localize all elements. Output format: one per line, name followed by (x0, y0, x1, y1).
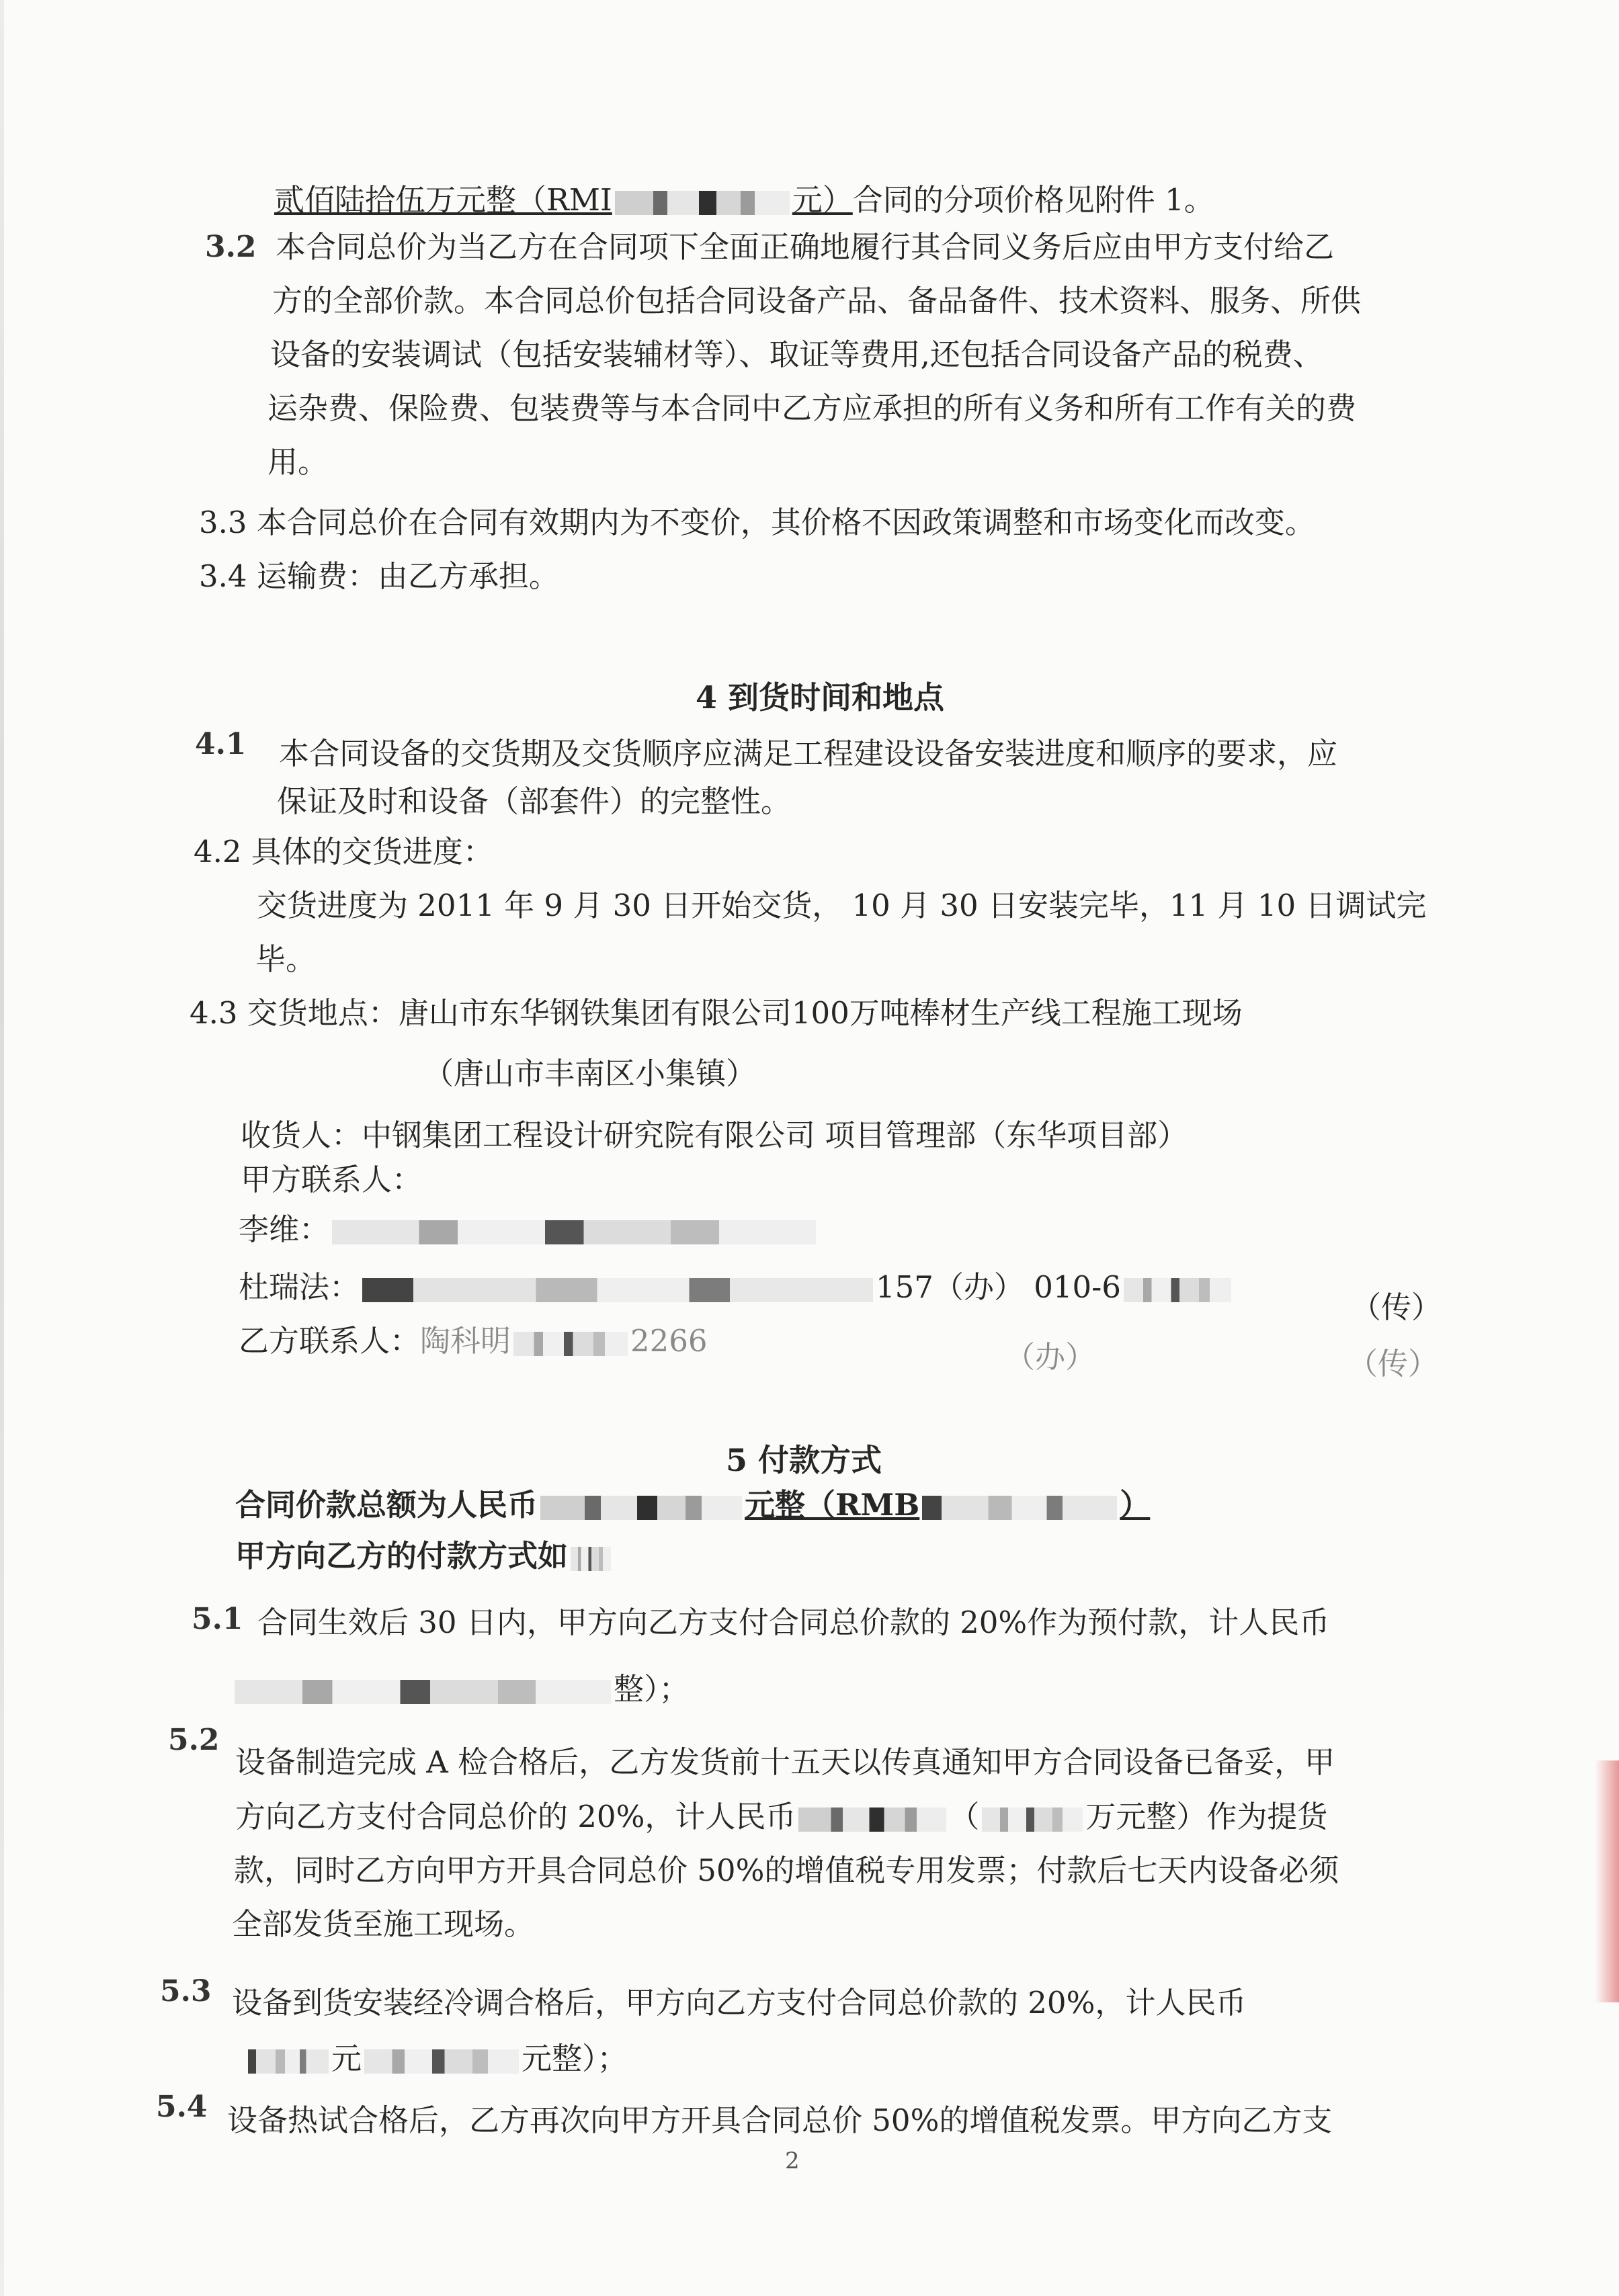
contact-li-wei-name: 李维： (239, 1211, 330, 1247)
party-b-contact-label: 乙方联系人： (239, 1323, 421, 1359)
clause-4-2-line-2: 毕。 (255, 941, 317, 977)
clause-5-2-line-1: 设备制造完成 A 检合格后，乙方发货前十五天以传真通知甲方合同设备已备妥，甲 (235, 1744, 1335, 1780)
clause-4-1-line-2: 保证及时和设备（部套件）的完整性。 (277, 783, 792, 819)
clause-4-2: 4.2 具体的交货进度： (194, 834, 493, 869)
clause-4-1-line-1: 本合同设备的交货期及交货顺序应满足工程建设设备安装进度和顺序的要求，应 (279, 736, 1338, 771)
contract-total-line (235, 1485, 1150, 1525)
fax-label-2: （传） (1347, 1346, 1439, 1381)
payment-method-line (235, 1536, 614, 1576)
redacted-phone (362, 1278, 873, 1302)
clause-5-3-unit: 元 (331, 2041, 362, 2076)
section-5-heading: 5 付款方式 (726, 1442, 882, 1478)
contact-du-ruifa-numbers: 157（办） 010-6 (876, 1269, 1121, 1305)
scan-edge (0, 0, 4, 2296)
clause-3-2-line-1: 本合同总价为当乙方在合同项下全面正确地履行其合同义务后应由甲方支付给乙 (276, 229, 1335, 265)
contract-total-close: ） (1120, 1487, 1151, 1523)
clause-3-2-line-5: 用。 (267, 444, 329, 480)
contract-total-unit: 元整（RMB (745, 1487, 920, 1523)
clause-5-1-number: 5.1 (192, 1602, 243, 1636)
contact-li-wei (239, 1209, 819, 1250)
total-price-words: 贰佰陆拾伍万元整（RMI (274, 182, 612, 218)
clause-5-1-line-2-text: 整）； (614, 1671, 690, 1707)
redacted-amount (248, 2049, 329, 2074)
annex-reference: 合同的分项价格见附件 1。 (852, 182, 1214, 218)
redacted-text (571, 1547, 611, 1571)
total-price-unit: 元） (792, 182, 853, 218)
clause-5-4-number: 5.4 (156, 2090, 208, 2124)
party-b-contact (239, 1321, 708, 1361)
contact-du-ruifa-name: 杜瑞法： (239, 1269, 360, 1305)
clause-3-2-line-4: 运杂费、保险费、包装费等与本合同中乙方应承担的所有义务和所有工作有关的费 (267, 390, 1357, 426)
clause-5-1-line-2 (232, 1669, 690, 1709)
clause-4-3-line-2: （唐山市丰南区小集镇） (423, 1056, 757, 1091)
clause-5-3-line-2-end: 元整）； (522, 2041, 628, 2076)
clause-5-2-number: 5.2 (168, 1723, 220, 1757)
clause-5-3-number: 5.3 (160, 1974, 212, 2008)
page-number: 2 (785, 2148, 800, 2174)
redacted-amount (922, 1496, 1117, 1520)
clause-5-2-line-4: 全部发货至施工现场。 (232, 1906, 535, 1942)
redacted-phone (513, 1332, 628, 1356)
party-b-contact-name: 陶科明 (420, 1323, 511, 1359)
clause-5-2-line-2-end: 万元整）作为提货 (1085, 1799, 1328, 1834)
party-b-contact-phone: 2266 (630, 1323, 708, 1359)
redacted-amount (798, 1808, 946, 1832)
redacted-amount (982, 1808, 1083, 1832)
contract-total-label: 合同价款总额为人民币 (235, 1487, 538, 1523)
redacted-amount (235, 1680, 611, 1704)
clause-4-2-line-1: 交货进度为 2011 年 9 月 30 日开始交货， 10 月 30 日安装完毕，11 月 10 日调试完 (257, 888, 1427, 923)
clause-5-2-line-2-text: 方向乙方支付合同总价的 20%，计人民币 (235, 1799, 796, 1834)
fax-label-1: （传） (1351, 1289, 1442, 1325)
redacted-phone (332, 1220, 816, 1244)
clause-5-3-line-1: 设备到货安装经冷调合格后，甲方向乙方支付合同总价款的 20%，计人民币 (232, 1985, 1247, 2021)
clause-5-2-line-2 (235, 1797, 1327, 1837)
office-label: （办） (1005, 1339, 1096, 1375)
section-4-heading: 4 到货时间和地点 (696, 679, 945, 716)
clause-3-2-number: 3.2 (205, 230, 257, 264)
total-price-line (274, 180, 1214, 220)
clause-5-1-line-1: 合同生效后 30 日内，甲方向乙方支付合同总价款的 20%作为预付款，计人民币 (257, 1605, 1330, 1640)
receiver-line: 收货人：中钢集团工程设计研究院有限公司 项目管理部（东华项目部） (241, 1117, 1188, 1153)
redacted-fax (1124, 1278, 1231, 1302)
clause-3-2-line-2: 方的全部价款。本合同总价包括合同设备产品、备品备件、技术资料、服务、所供 (272, 283, 1362, 318)
clause-4-3: 4.3 交货地点：唐山市东华钢铁集团有限公司100万吨棒材生产线工程施工现场 (190, 995, 1243, 1031)
clause-3-4: 3.4 运输费：由乙方承担。 (199, 558, 559, 594)
redacted-amount (364, 2049, 519, 2074)
clause-3-3: 3.3 本合同总价在合同有效期内为不变价，其价格不因政策调整和市场变化而改变。 (199, 505, 1315, 540)
redacted-amount (540, 1496, 742, 1520)
clause-5-2-line-3: 款，同时乙方向甲方开具合同总价 50%的增值税专用发票；付款后七天内设备必须 (234, 1853, 1339, 1888)
clause-4-1-number: 4.1 (195, 727, 247, 761)
clause-3-2-line-3: 设备的安装调试（包括安装辅材等）、取证等费用,还包括合同设备产品的税费、 (270, 337, 1323, 372)
contact-du-ruifa (239, 1267, 1234, 1308)
redacted-amount (615, 191, 790, 215)
clause-5-2-paren: （ (949, 1799, 980, 1834)
clause-5-3-line-2 (245, 2039, 628, 2079)
red-seal-fragment (1595, 1760, 1619, 2002)
payment-method-label: 甲方向乙方的付款方式如 (235, 1538, 569, 1574)
party-a-contact-label: 甲方联系人： (241, 1162, 423, 1197)
clause-5-4-line-1: 设备热试合格后，乙方再次向甲方开具合同总价 50%的增值税发票。甲方向乙方支 (227, 2102, 1333, 2138)
